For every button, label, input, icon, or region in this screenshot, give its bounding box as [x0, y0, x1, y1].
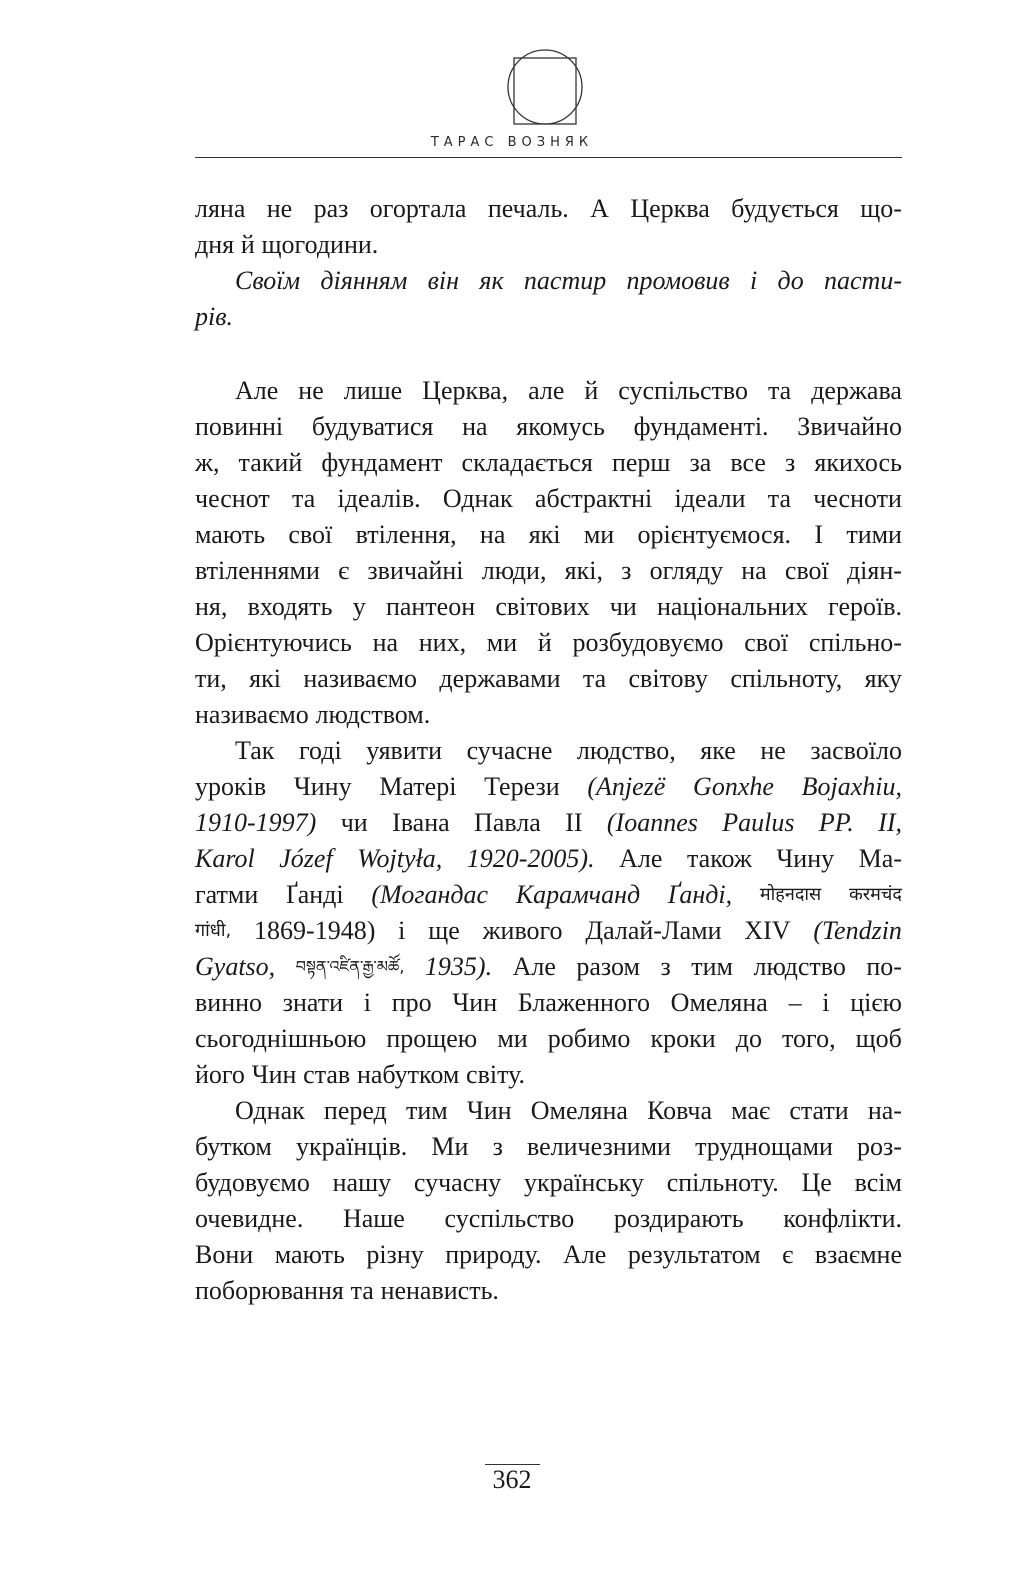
word: промовив: [626, 266, 730, 295]
word: сьогоднішньою: [195, 1024, 367, 1053]
word: Karol: [195, 844, 255, 873]
word: ми: [497, 1024, 528, 1053]
word: Ковча: [647, 1096, 713, 1125]
word: мають: [195, 520, 266, 549]
word: тим: [691, 952, 734, 981]
word: сучасне: [466, 736, 553, 765]
word: і: [363, 988, 372, 1017]
text-line: [195, 1201, 902, 1237]
word: орієнтуємося.: [637, 520, 792, 549]
word: діян-: [846, 556, 902, 585]
word: Далай-Лами: [585, 916, 722, 945]
word: не: [266, 194, 293, 223]
word: про: [391, 988, 432, 1017]
word: поборювання: [195, 1276, 344, 1305]
word: величезними: [527, 1132, 671, 1161]
word: 1869-1948): [254, 916, 376, 945]
word: світу.: [466, 1060, 526, 1089]
word: раз: [313, 194, 349, 223]
word: II,: [878, 808, 902, 837]
text-line: [195, 1237, 902, 1273]
word: чесноти: [813, 484, 902, 513]
word: Наше: [342, 1204, 405, 1233]
word: перш: [611, 448, 671, 477]
text-line: [195, 1093, 902, 1129]
word: та: [767, 484, 792, 513]
word: такий: [238, 448, 303, 477]
word: має: [731, 1096, 771, 1125]
word: очевидне.: [195, 1204, 304, 1233]
word: щоб: [855, 1024, 902, 1053]
word: огляду: [649, 556, 724, 585]
word: його: [195, 1060, 245, 1089]
word: ми: [583, 520, 615, 549]
word: людство,: [576, 736, 676, 765]
page-body: [195, 191, 902, 1309]
word: і: [750, 266, 758, 295]
word: стати: [789, 1096, 849, 1125]
word: з: [621, 556, 632, 585]
word: також: [686, 844, 752, 873]
word: що-: [860, 194, 902, 223]
word: людством.: [315, 700, 431, 729]
word: (Tendzin: [813, 916, 902, 945]
word: до: [777, 266, 804, 295]
word: уроків: [195, 772, 267, 801]
word: рів.: [195, 302, 234, 331]
word: тими: [846, 520, 902, 549]
word: пастир: [523, 266, 607, 295]
word: цією: [850, 988, 902, 1017]
word: будується: [731, 194, 839, 223]
word: суспільство: [618, 376, 748, 405]
word: за: [689, 448, 712, 477]
text-line: [195, 697, 902, 733]
text-line: [195, 481, 902, 517]
word: Але: [619, 844, 663, 873]
word: 1920-2005).: [466, 844, 595, 873]
word: свої: [288, 520, 333, 549]
word: не: [760, 736, 786, 765]
word: 1935).: [424, 952, 493, 981]
circle-square-emblem-icon: [505, 45, 585, 129]
word: годі: [298, 736, 342, 765]
paragraph-spacer: [195, 335, 902, 373]
word: ІІ: [565, 808, 583, 837]
text-line: [195, 949, 902, 985]
word: результатом: [627, 1240, 761, 1269]
word: ж,: [195, 448, 220, 477]
word: ти,: [195, 664, 227, 693]
word: на: [372, 628, 399, 657]
word: знати: [282, 988, 344, 1017]
word: будовуємо: [195, 1168, 310, 1197]
word: Чин: [251, 1060, 297, 1089]
word: розбудовуємо: [572, 628, 724, 657]
word: держава: [811, 376, 902, 405]
text-line: [195, 1129, 902, 1165]
word: пантеон: [385, 592, 476, 621]
word: ня,: [195, 592, 228, 621]
running-header-author: ТАРАС ВОЗНЯК: [430, 135, 594, 150]
word: труднощами: [695, 1132, 833, 1161]
word: з: [492, 1132, 503, 1161]
word: звичайні: [367, 556, 464, 585]
text-line: [195, 625, 902, 661]
word: щогодини.: [261, 230, 379, 259]
word: які: [528, 520, 561, 549]
word: складається: [461, 448, 593, 477]
word: втілення,: [355, 520, 457, 549]
text-line: [195, 191, 902, 227]
word: गांधी,: [195, 920, 232, 941]
word: у: [352, 592, 366, 621]
word: й: [240, 230, 255, 259]
word: разом: [576, 952, 640, 981]
word: ляна: [195, 194, 246, 223]
word: й: [584, 376, 599, 405]
word: (Anjezë: [587, 772, 666, 801]
word: люди,: [481, 556, 547, 585]
word: всім: [854, 1168, 902, 1197]
word: Але: [512, 952, 556, 981]
word: спільно-: [808, 628, 902, 657]
word: Це: [801, 1168, 832, 1197]
word: українську: [523, 1168, 644, 1197]
word: засвоїло: [810, 736, 902, 765]
word: винно: [195, 988, 263, 1017]
word: робимо: [547, 1024, 631, 1053]
word: лише: [343, 376, 403, 405]
word: свої: [784, 556, 829, 585]
word: свої: [744, 628, 789, 657]
text-line: [195, 661, 902, 697]
word: як: [479, 266, 504, 295]
word: Paulus: [722, 808, 795, 837]
word: не: [298, 376, 324, 405]
word: з: [785, 448, 796, 477]
word: якомусь: [516, 412, 605, 441]
word: Однак: [442, 484, 513, 513]
text-line: [195, 373, 902, 409]
word: Звичайно: [797, 412, 902, 441]
word: роз-: [857, 1132, 902, 1161]
word: І: [814, 520, 824, 549]
word: називаємо: [195, 700, 309, 729]
text-line: [195, 913, 902, 949]
word: Церква: [630, 194, 710, 223]
word: фундаменті.: [633, 412, 769, 441]
word: Вони: [195, 1240, 254, 1269]
word: Але: [563, 1240, 607, 1269]
word: яку: [864, 664, 902, 693]
word: став: [303, 1060, 351, 1089]
word: спільноту,: [730, 664, 843, 693]
word: є: [782, 1240, 794, 1269]
word: якихось: [814, 448, 902, 477]
word: –: [788, 988, 802, 1017]
word: Ґанді,: [667, 880, 733, 909]
word: Орієнтуючись: [195, 628, 352, 657]
word: гатми: [195, 880, 259, 909]
word: пасти-: [824, 266, 902, 295]
word: ідеалів.: [337, 484, 421, 513]
text-line: [195, 1165, 902, 1201]
word: втіленнями: [195, 556, 320, 585]
word: спільноту.: [666, 1168, 779, 1197]
word: Gonxhe: [693, 772, 774, 801]
word: суспільство: [444, 1204, 575, 1233]
word: уявити: [366, 736, 443, 765]
word: природу.: [445, 1240, 542, 1269]
word: Церква,: [422, 376, 509, 405]
word: Омеляна: [530, 1096, 628, 1125]
word: конфлікти.: [783, 1204, 902, 1233]
word: करमचंद: [848, 884, 902, 905]
word: Павла: [474, 808, 541, 837]
word: Bojaxhiu,: [801, 772, 902, 801]
word: Józef: [279, 844, 333, 873]
word: перед: [323, 1096, 387, 1125]
word: мають: [274, 1240, 345, 1269]
word: світову: [628, 664, 708, 693]
word: них,: [418, 628, 467, 657]
word: по-: [866, 952, 902, 981]
word: Чин: [466, 1096, 512, 1125]
word: взаємне: [814, 1240, 902, 1269]
word: дня: [195, 230, 235, 259]
word: PP.: [818, 808, 854, 837]
word: на: [462, 412, 488, 441]
text-line: [195, 985, 902, 1021]
word: मोहनदास: [759, 884, 822, 905]
word: Чин: [452, 988, 498, 1017]
word: але: [528, 376, 565, 405]
word: Однак: [235, 1096, 305, 1125]
word: Так: [235, 736, 275, 765]
word: Ґанді: [286, 880, 344, 909]
word: живого: [482, 916, 563, 945]
word: він: [427, 266, 460, 295]
text-line: [195, 517, 902, 553]
text-line: [195, 409, 902, 445]
text-line: [195, 299, 902, 335]
word: Чину: [776, 844, 835, 873]
word: ідеали: [674, 484, 746, 513]
word: А: [590, 194, 609, 223]
word: ненависть.: [380, 1276, 499, 1305]
word: з: [660, 952, 671, 981]
word: Ма-: [858, 844, 902, 873]
word: Матері: [379, 772, 457, 801]
word: та: [350, 1276, 374, 1305]
word: які: [249, 664, 281, 693]
text-line: [195, 1057, 902, 1093]
page-number-value: 362: [485, 1464, 540, 1494]
page-number: [0, 1465, 1024, 1495]
word: різну: [366, 1240, 424, 1269]
word: світових: [495, 592, 590, 621]
word: чеснот: [195, 484, 270, 513]
word: བསྟན་འཛིན་རྒྱ་མཚོ,: [295, 957, 405, 976]
text-line: [195, 263, 902, 299]
word: які,: [564, 556, 603, 585]
word: огортала: [369, 194, 467, 223]
text-line: [195, 227, 902, 263]
word: 1910-1997): [195, 808, 317, 837]
word: того,: [782, 1024, 836, 1053]
header-rule: [195, 157, 902, 158]
word: та: [292, 484, 316, 513]
word: діянням: [320, 266, 408, 295]
text-line: [195, 733, 902, 769]
word: ще: [428, 916, 460, 945]
word: називаємо: [303, 664, 418, 693]
text-line: [195, 1273, 902, 1309]
word: людство: [753, 952, 846, 981]
word: українців.: [296, 1132, 408, 1161]
word: ми: [486, 628, 518, 657]
word: на: [741, 556, 767, 585]
word: державами: [439, 664, 561, 693]
word: бутком: [195, 1132, 272, 1161]
text-line: [195, 589, 902, 625]
word: будуватися: [311, 412, 434, 441]
word: та: [767, 376, 792, 405]
word: (Могандас: [371, 880, 489, 909]
word: Івана: [392, 808, 450, 837]
word: тим: [405, 1096, 448, 1125]
word: Блаженного: [517, 988, 650, 1017]
word: чи: [340, 808, 368, 837]
word: Gyatso,: [195, 952, 276, 981]
word: печаль.: [487, 194, 569, 223]
word: на: [479, 520, 506, 549]
text-line: [195, 841, 902, 877]
word: (Ioannes: [606, 808, 698, 837]
word: сучасну: [413, 1168, 502, 1197]
word: роздирають: [613, 1204, 744, 1233]
word: яке: [700, 736, 736, 765]
word: є: [338, 556, 350, 585]
word: Чину: [293, 772, 352, 801]
text-line: [195, 769, 902, 805]
text-line: [195, 805, 902, 841]
word: Але: [235, 376, 279, 405]
word: героїв.: [828, 592, 902, 621]
word: на-: [867, 1096, 902, 1125]
word: та: [582, 664, 607, 693]
word: Wojtyła,: [357, 844, 443, 873]
text-line: [195, 877, 902, 913]
word: входять: [247, 592, 333, 621]
word: чи: [609, 592, 637, 621]
word: Терези: [484, 772, 560, 801]
word: нашу: [332, 1168, 392, 1197]
word: до: [735, 1024, 762, 1053]
text-line: [195, 445, 902, 481]
word: XIV: [744, 916, 791, 945]
word: Своїм: [235, 266, 301, 295]
word: кроки: [650, 1024, 716, 1053]
word: абстрактні: [534, 484, 653, 513]
word: набутком: [356, 1060, 460, 1089]
word: й: [537, 628, 552, 657]
word: Карамчанд: [515, 880, 641, 909]
word: національних: [656, 592, 808, 621]
word: все: [730, 448, 766, 477]
word: і: [822, 988, 830, 1017]
word: прощею: [386, 1024, 478, 1053]
text-line: [195, 553, 902, 589]
word: Ми: [431, 1132, 469, 1161]
word: фундамент: [321, 448, 443, 477]
word: повинні: [195, 412, 284, 441]
word: Омеляна: [670, 988, 768, 1017]
word: і: [398, 916, 406, 945]
text-line: [195, 1021, 902, 1057]
